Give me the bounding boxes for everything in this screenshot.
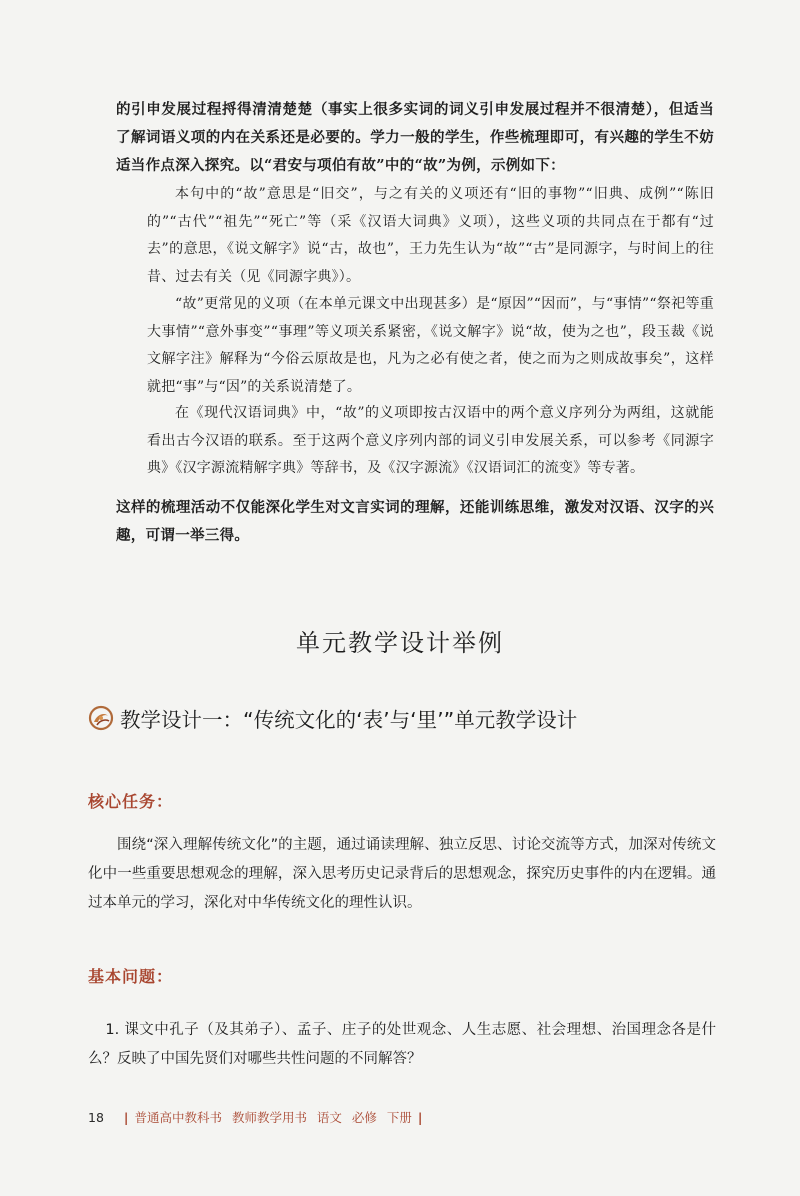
basic-questions-heading: 基本问题： [88,967,174,986]
page-footer [88,1108,428,1126]
design-title-text: 教学设计一：“传统文化的‘表’与‘里’”单元教学设计 [120,708,578,732]
intro-paragraph: 的引申发展过程捋得清清楚楚（事实上很多实词的词义引申发展过程并不很清楚），但适当了解词语义项的内在关系还是必要的。学力一般的学生，作些梳理即可，有兴趣的学生不妨适当作点深入探究。以“君安与项伯有故”中的“故”为例，示例如下： [116,101,714,174]
design-heading [88,703,577,733]
question-item-1: 1. 课文中孔子（及其弟子）、孟子、庄子的处世观念、人生志愿、社会理想、治国理念各是什么？反映了中国先贤们对哪些共性问题的不同解答？ [88,1022,716,1067]
conclusion-paragraph: 这样的梳理活动不仅能深化学生对文言实词的理解，还能训练思维，激发对汉语、汉字的兴趣，可谓一举三得。 [116,499,714,544]
example-paragraph-2: “故”更常见的义项（在本单元课文中出现甚多）是“原因”“因而”，与“事情”“祭祀等重大事情”“意外事变”“事理”等义项关系紧密，《说文解字》说“故，使为之也”，段玉裁《说文解字注》解释为“今俗云原故是也，凡为之必有使之者，使之而为之则成故事矣”，这样就把“事”与“因”的关系说清楚了。 [147,296,714,395]
footer-separator-right: | [417,1109,423,1125]
example-paragraph-3: 在《现代汉语词典》中，“故”的义项即按古汉语中的两个意义序列分为两组，这就能看出古今汉语的联系。至于这两个意义序列内部的词义引申发展关系，可以参考《同源字典》《汉字源流精解字典》等辞书，及《汉字源流》《汉语词汇的流变》等专著。 [147,405,714,476]
scroll-swirl-icon [88,705,114,731]
footer-separator-left: | [123,1109,129,1125]
section-title: 单元教学设计举例 [296,629,504,657]
core-task-heading: 核心任务： [88,792,174,811]
page-number: 18 [88,1109,104,1125]
example-paragraph-1: 本句中的“故”意思是“旧交”，与之有关的义项还有“旧的事物”“旧典、成例”“陈旧的”“古代”“祖先”“死亡”等（采《汉语大词典》义项），这些义项的共同点在于都有“过去”的意思，《说文解字》说“古，故也”，王力先生认为“故”“古”是同源字，与时间上的往昔、过去有关（见《同源字典》）。 [147,186,714,285]
core-task-paragraph: 围绕“深入理解传统文化”的主题，通过诵读理解、独立反思、讨论交流等方式，加深对传统文化中一些重要思想观念的理解，深入思考历史记录背后的思想观念，探究历史事件的内在逻辑。通过本单元的学习，深化对中华传统文化的理性认识。 [88,837,716,911]
book-title: 普通高中教科书 教师教学用书 语文 必修 下册 [134,1110,412,1125]
